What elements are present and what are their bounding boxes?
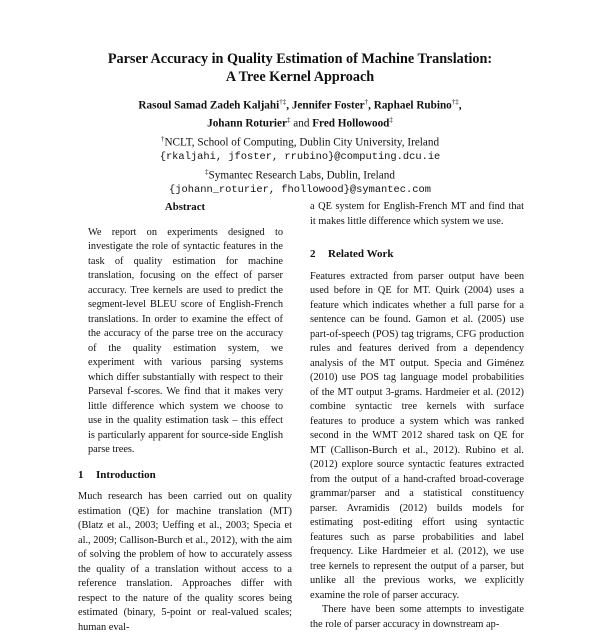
author-affil-mark: †‡	[279, 98, 287, 106]
right-column	[310, 200, 524, 632]
section-number: 2	[310, 248, 316, 260]
abstract-text: We report on experiments designed to investigate the role of syntactic features in the task of quality estimation for machine translation, focusing on the effect of parser accuracy. Tree kernels are used to predict the segment-level BLEU score of English-French translations. In order to examine the effect of the accuracy of the parse tree on the accuracy of the quality estimation system, we experiment with various parsing systems which differ substantially with respect to their Parseval f-scores. We find that it makes very little difference which system we choose to use in the quality estimation task – this effect is particularly apparent for source-side English parse trees.	[88, 226, 283, 455]
author-line-1	[0, 95, 600, 113]
author-sep: ,	[286, 99, 290, 112]
section-number: 1	[78, 468, 84, 481]
section-title: Introduction	[96, 468, 156, 481]
affil-text: NCLT, School of Computing, Dublin City University, Ireland	[164, 136, 440, 149]
title-line-2: A Tree Kernel Approach	[225, 69, 375, 85]
author-name: Jennifer Foster	[291, 99, 365, 112]
author-name: Fred Hollowood	[312, 118, 390, 131]
section-heading-related-work	[310, 247, 524, 262]
author-affil-mark: †‡	[451, 98, 459, 106]
author-affil-mark: †	[364, 98, 369, 106]
section-title: Related Work	[328, 248, 394, 260]
related-paragraph-1: Features extracted from parser output have been used before in QE for MT. Quirk (2004) uses a feature which indicates whether a full parse for a sentence can be found. Gamon et al. (2005) use part-of-speech (POS) tag trigrams, CFG production rules and features derived from a dependency analysis of the MT output. Specia and Giménez (2010) use POS tag language model probabilities of the MT output 3-grams. Hardmeier et al. (2012) combine syntactic tree kernels with surface features to produce a system which was ranked second in the WMT 2012 shared task on QE for MT (Callison-Burch et al., 2012). Rubino et al. (2012) explore source syntactic features extracted from the output of a hand-crafted broad-coverage grammar/parser and a statistical constituency parser. Avramidis (2012) builds models for estimating post-editing effort using syntactic features such as parse probabilities and label frequency. Like Hardmeier et al. (2012), we use tree kernels to represent the output of a parser, but unlike all the previous works, we explicitly examine the role of parser accuracy.	[310, 270, 524, 601]
author-name: Raphael Rubino	[373, 99, 452, 112]
abstract-heading: Abstract	[164, 201, 206, 213]
title-line-1: Parser Accuracy in Quality Estimation of Machine Translation:	[107, 51, 493, 67]
author-affil-mark: ‡	[286, 116, 291, 125]
author-sep: ,	[458, 99, 462, 112]
author-and: and	[293, 118, 310, 131]
affiliation-1	[0, 132, 600, 150]
paper-title	[0, 50, 600, 86]
author-name: Johann Roturier	[207, 118, 287, 131]
left-column	[78, 200, 292, 635]
affil-mark: †	[160, 134, 165, 143]
author-name: Rasoul Samad Zadeh Kaljahi	[138, 99, 280, 112]
author-affil-mark: ‡	[389, 116, 393, 125]
author-sep: ,	[368, 99, 371, 112]
intro-paragraph: Much research has been carried out on quality estimation (QE) for machine translation (MT) (Blatz et al., 2003; Ueffing et al., 2003; Specia et al., 2009; Callison-Burch et al., 2012), with the aim of solving the problem of how to accurately assess the quality of a translation without access to a reference translation. Approaches differ with respect to the nature of the quality scores being estimated (binary, 5-point or real-valued scales; human eval-	[78, 491, 292, 633]
continued-paragraph: a QE system for English-French MT and find that it makes little difference which system we use.	[310, 201, 524, 227]
author-block	[0, 95, 600, 198]
section-heading-introduction	[78, 468, 292, 483]
author-line-2	[0, 113, 600, 131]
email-2: {johann_roturier, fhollowood}@symantec.com	[169, 183, 431, 196]
affil-mark: ‡	[205, 167, 209, 176]
affiliation-2	[0, 165, 600, 183]
related-paragraph-2: There have been some attempts to investigate the role of parser accuracy in downstream ap-	[310, 604, 524, 630]
email-1: {rkaljahi, jfoster, rrubino}@computing.dcu.ie	[159, 150, 441, 163]
affil-text: Symantec Research Labs, Dublin, Ireland	[208, 169, 395, 182]
